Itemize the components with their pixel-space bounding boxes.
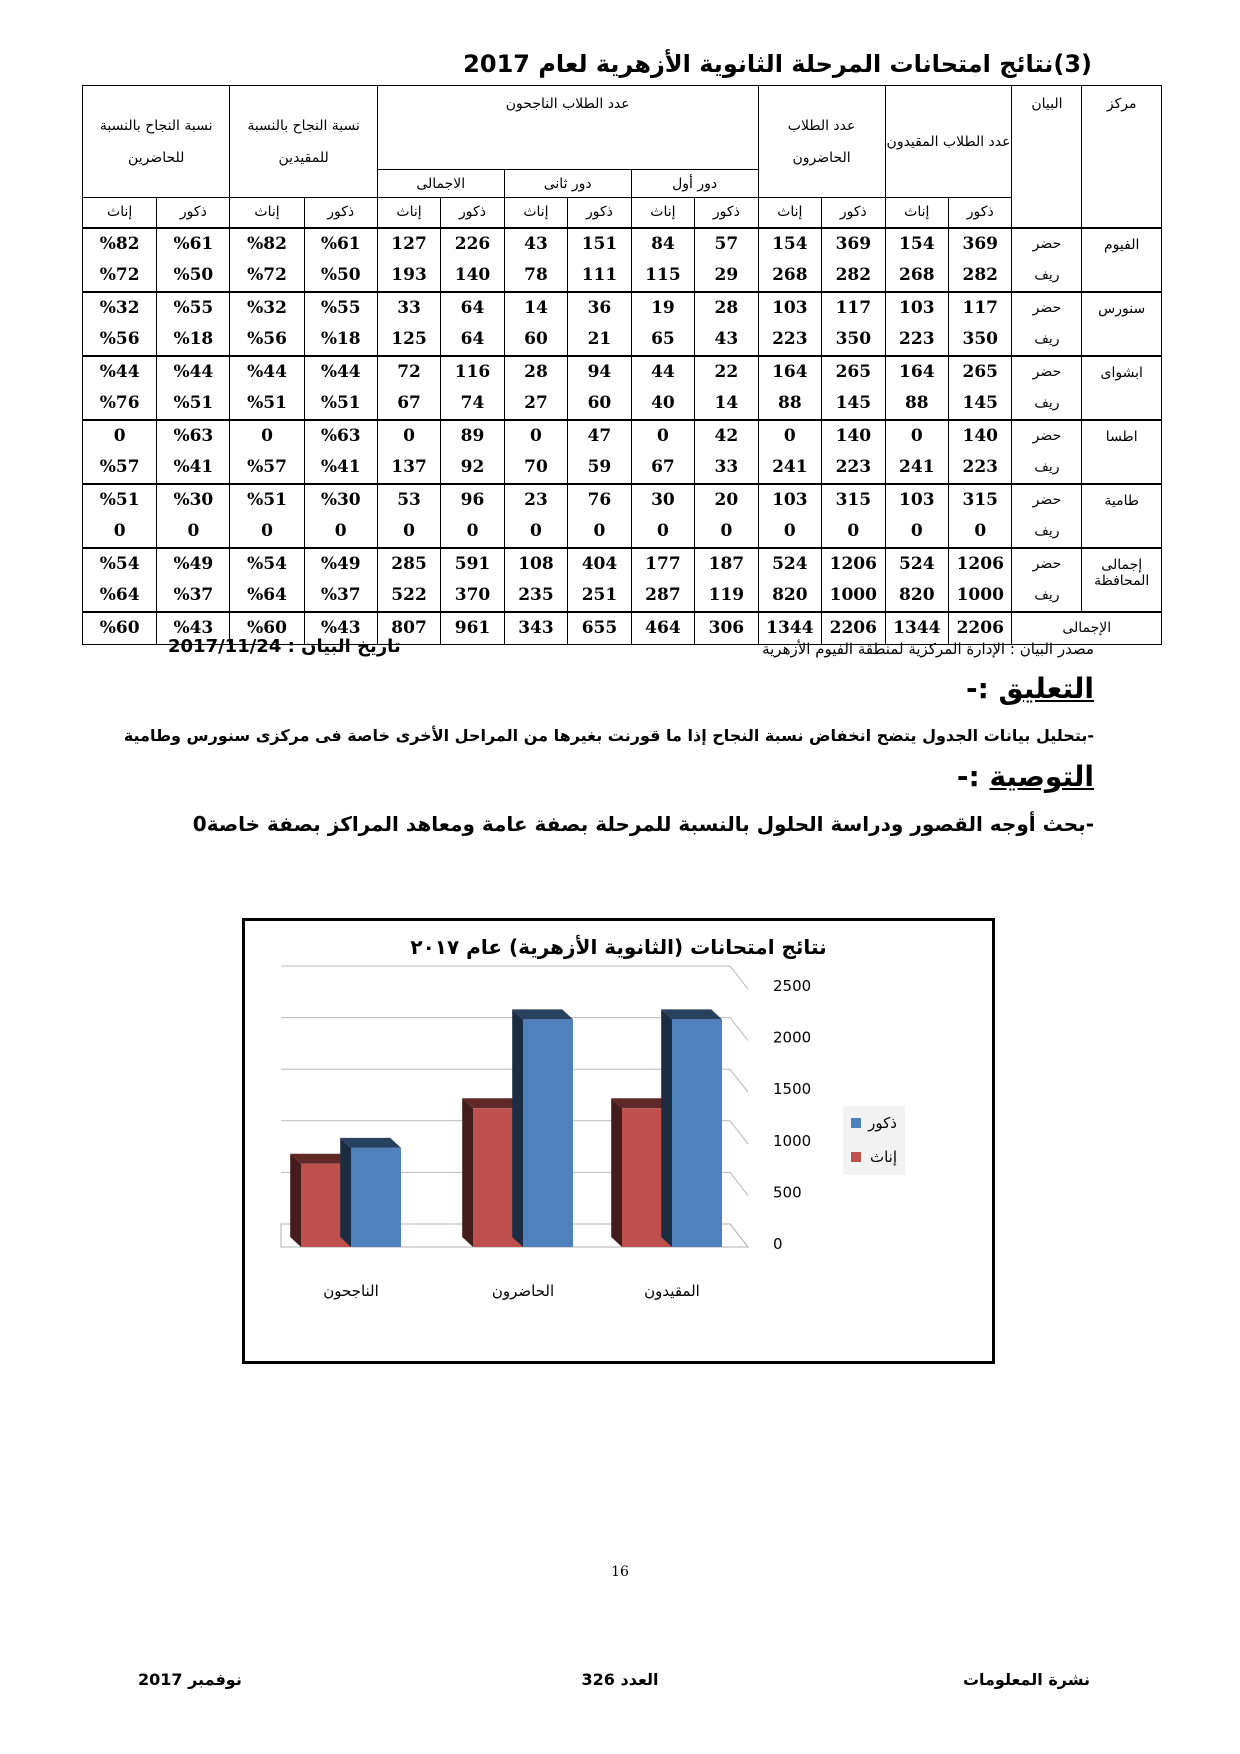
area-label: حضر xyxy=(1012,292,1082,324)
table-cell: 59 xyxy=(568,452,631,484)
table-cell: 1206 xyxy=(949,548,1012,580)
table-cell: %43 xyxy=(304,612,377,645)
header-female: إناث xyxy=(504,198,567,228)
gridline xyxy=(730,1121,748,1144)
table-cell: 43 xyxy=(504,228,567,260)
table-cell: %51 xyxy=(230,484,304,516)
header-present: عدد الطلاب الحاضرون xyxy=(758,86,885,198)
table-cell: 164 xyxy=(885,356,948,388)
table-cell: 223 xyxy=(885,324,948,356)
table-cell: 187 xyxy=(695,548,758,580)
table-cell: 53 xyxy=(377,484,440,516)
header-male: ذكور xyxy=(822,198,885,228)
recommendation-heading-label: التوصية xyxy=(989,760,1094,793)
table-cell: %55 xyxy=(157,292,230,324)
area-label: ريف xyxy=(1012,516,1082,548)
table-cell: 0 xyxy=(504,420,567,452)
table-cell: %51 xyxy=(304,388,377,420)
table-cell: 369 xyxy=(822,228,885,260)
table-cell: 140 xyxy=(949,420,1012,452)
table-row xyxy=(83,420,1162,452)
table-body xyxy=(83,228,1162,645)
table-cell: %61 xyxy=(157,228,230,260)
table-cell: 0 xyxy=(885,420,948,452)
table-cell: 268 xyxy=(758,260,821,292)
table-cell: 145 xyxy=(949,388,1012,420)
table-cell: 20 xyxy=(695,484,758,516)
table-cell: %50 xyxy=(157,260,230,292)
table-cell: %57 xyxy=(230,452,304,484)
table-cell: 0 xyxy=(568,516,631,548)
legend-swatch xyxy=(851,1152,861,1162)
y-tick-label: 0 xyxy=(773,1235,783,1253)
y-tick-label: 1500 xyxy=(773,1080,812,1099)
table-cell: 1344 xyxy=(758,612,821,645)
bar-side xyxy=(290,1154,301,1247)
table-cell: 1344 xyxy=(885,612,948,645)
header-female: إناث xyxy=(230,198,304,228)
table-cell: 47 xyxy=(568,420,631,452)
table-cell: 145 xyxy=(822,388,885,420)
x-tick-label: الناجحون xyxy=(323,1282,379,1300)
table-cell: %44 xyxy=(83,356,157,388)
table-cell: 241 xyxy=(885,452,948,484)
table-cell: 36 xyxy=(568,292,631,324)
table-cell: 2206 xyxy=(949,612,1012,645)
table-cell: 315 xyxy=(949,484,1012,516)
table-cell: 125 xyxy=(377,324,440,356)
table-cell: 265 xyxy=(949,356,1012,388)
table-cell: 67 xyxy=(377,388,440,420)
table-cell: %60 xyxy=(83,612,157,645)
table-cell: 151 xyxy=(568,228,631,260)
table-cell: 820 xyxy=(885,580,948,612)
table-cell: %37 xyxy=(304,580,377,612)
table-cell: 265 xyxy=(822,356,885,388)
table-cell: 235 xyxy=(504,580,567,612)
bar-side xyxy=(611,1098,622,1247)
legend-swatch xyxy=(851,1118,861,1128)
grand-total-label: الإجمالى xyxy=(1012,612,1162,645)
gridline xyxy=(730,1018,748,1041)
bar xyxy=(523,1019,573,1247)
table-cell: 42 xyxy=(695,420,758,452)
table-cell: %49 xyxy=(304,548,377,580)
header-rate-registered: نسبة النجاح بالنسبة للمقيدين xyxy=(230,86,377,198)
table-cell: %72 xyxy=(83,260,157,292)
table-cell: 30 xyxy=(631,484,694,516)
table-cell: 57 xyxy=(695,228,758,260)
table-cell: 282 xyxy=(822,260,885,292)
table-cell: 116 xyxy=(441,356,504,388)
area-label: حضر xyxy=(1012,228,1082,260)
table-cell: %51 xyxy=(83,484,157,516)
table-cell: 103 xyxy=(758,484,821,516)
gridline xyxy=(730,966,748,989)
table-cell: %82 xyxy=(83,228,157,260)
table-cell: 0 xyxy=(631,516,694,548)
table-cell: 19 xyxy=(631,292,694,324)
center-name: الفيوم xyxy=(1082,228,1162,292)
gridline xyxy=(730,1069,748,1092)
header-female: إناث xyxy=(885,198,948,228)
table-cell: %41 xyxy=(157,452,230,484)
chart-title: نتائج امتحانات (الثانوية الأزهرية) عام ٢٠١٧ xyxy=(410,935,827,959)
header-male: ذكور xyxy=(949,198,1012,228)
table-cell: %55 xyxy=(304,292,377,324)
center-name: إجمالى المحافظة xyxy=(1082,548,1162,612)
table-cell: %30 xyxy=(157,484,230,516)
table-cell: 60 xyxy=(504,324,567,356)
legend-label: ذكور xyxy=(868,1114,897,1132)
table-cell: 164 xyxy=(758,356,821,388)
header-female: إناث xyxy=(377,198,440,228)
footer-issue: العدد 326 xyxy=(581,1670,659,1689)
table-row xyxy=(83,548,1162,580)
table-row xyxy=(83,516,1162,548)
table-cell: 140 xyxy=(822,420,885,452)
x-tick-label: الحاضرون xyxy=(491,1282,555,1300)
table-cell: 0 xyxy=(377,420,440,452)
header-male: ذكور xyxy=(695,198,758,228)
recommendation-heading xyxy=(957,760,1094,793)
table-cell: 23 xyxy=(504,484,567,516)
bar-side xyxy=(512,1009,523,1247)
table-cell: %72 xyxy=(230,260,304,292)
table-cell: 0 xyxy=(822,516,885,548)
table-cell: 103 xyxy=(885,292,948,324)
y-tick-label: 2000 xyxy=(773,1028,812,1047)
table-cell: %18 xyxy=(304,324,377,356)
chart-frame xyxy=(242,918,995,1364)
data-source: مصدر البيان : الإدارة المركزية لمنطقة الفيوم الأزهرية xyxy=(762,640,1094,658)
bar xyxy=(351,1148,401,1247)
data-date: تاريخ البيان : 2017/11/24 xyxy=(168,636,401,657)
table-cell: 0 xyxy=(504,516,567,548)
table-cell: %44 xyxy=(304,356,377,388)
table-cell: %30 xyxy=(304,484,377,516)
table-cell: 350 xyxy=(949,324,1012,356)
page-title: (3)نتائج امتحانات المرحلة الثانوية الأزهرية لعام 2017 xyxy=(463,50,1092,78)
table-cell: 78 xyxy=(504,260,567,292)
table-cell: 0 xyxy=(885,516,948,548)
page-number: 16 xyxy=(611,1564,629,1580)
table-row xyxy=(83,228,1162,260)
table-cell: %44 xyxy=(230,356,304,388)
table-row xyxy=(83,452,1162,484)
table-row xyxy=(83,356,1162,388)
x-tick-label: المقيدون xyxy=(644,1282,700,1300)
table-cell: %51 xyxy=(230,388,304,420)
table-cell: 64 xyxy=(441,324,504,356)
table-cell: %41 xyxy=(304,452,377,484)
table-cell: 306 xyxy=(695,612,758,645)
table-cell: 33 xyxy=(377,292,440,324)
table-cell: 522 xyxy=(377,580,440,612)
table-cell: 127 xyxy=(377,228,440,260)
table-cell: 1000 xyxy=(949,580,1012,612)
table-cell: 108 xyxy=(504,548,567,580)
table-cell: 807 xyxy=(377,612,440,645)
table-cell: %32 xyxy=(83,292,157,324)
table-cell: 1000 xyxy=(822,580,885,612)
table-cell: %43 xyxy=(157,612,230,645)
table-cell: 40 xyxy=(631,388,694,420)
table-cell: 177 xyxy=(631,548,694,580)
table-cell: 117 xyxy=(949,292,1012,324)
table-cell: 92 xyxy=(441,452,504,484)
bar-side xyxy=(340,1138,351,1247)
table-cell: 350 xyxy=(822,324,885,356)
header-male: ذكور xyxy=(568,198,631,228)
area-label: ريف xyxy=(1012,324,1082,356)
table-cell: 14 xyxy=(504,292,567,324)
table-row xyxy=(83,484,1162,516)
table-cell: 315 xyxy=(822,484,885,516)
table-cell: 223 xyxy=(822,452,885,484)
table-cell: 67 xyxy=(631,452,694,484)
table-cell: %54 xyxy=(230,548,304,580)
header-passed: عدد الطلاب الناجحون xyxy=(377,86,758,170)
table-row xyxy=(83,292,1162,324)
recommendation-heading-suffix: :- xyxy=(956,760,980,793)
table-cell: 115 xyxy=(631,260,694,292)
table-cell: %57 xyxy=(83,452,157,484)
table-cell: 404 xyxy=(568,548,631,580)
table-cell: 961 xyxy=(441,612,504,645)
table-cell: 60 xyxy=(568,388,631,420)
table-cell: 88 xyxy=(885,388,948,420)
table-cell: 464 xyxy=(631,612,694,645)
table-cell: 343 xyxy=(504,612,567,645)
header-round-2: دور ثانى xyxy=(504,170,631,198)
table-cell: 140 xyxy=(441,260,504,292)
header-round-1: دور أول xyxy=(631,170,758,198)
table-cell: %64 xyxy=(83,580,157,612)
recommendation-text: -بحث أوجه القصور ودراسة الحلول بالنسبة للمرحلة بصفة عامة ومعاهد المراكز بصفة خاصة0 xyxy=(192,812,1094,836)
header-center: مركز xyxy=(1082,86,1162,228)
table-cell: 33 xyxy=(695,452,758,484)
table-row xyxy=(83,324,1162,356)
table-cell: 84 xyxy=(631,228,694,260)
area-label: ريف xyxy=(1012,388,1082,420)
table-cell: 14 xyxy=(695,388,758,420)
table-cell: 65 xyxy=(631,324,694,356)
table-cell: 137 xyxy=(377,452,440,484)
table-cell: 27 xyxy=(504,388,567,420)
table-cell: 22 xyxy=(695,356,758,388)
table-cell: 29 xyxy=(695,260,758,292)
table-cell: 223 xyxy=(758,324,821,356)
center-name: ابشواى xyxy=(1082,356,1162,420)
table-row xyxy=(83,580,1162,612)
area-label: حضر xyxy=(1012,420,1082,452)
center-name: اطسا xyxy=(1082,420,1162,484)
table-cell: 28 xyxy=(504,356,567,388)
table-cell: 89 xyxy=(441,420,504,452)
table-cell: %18 xyxy=(157,324,230,356)
table-cell: %61 xyxy=(304,228,377,260)
table-cell: 103 xyxy=(758,292,821,324)
table-cell: 76 xyxy=(568,484,631,516)
table-cell: 241 xyxy=(758,452,821,484)
header-male: ذكور xyxy=(441,198,504,228)
bar-side xyxy=(462,1098,473,1247)
y-tick-label: 500 xyxy=(773,1183,802,1202)
table-cell: 268 xyxy=(885,260,948,292)
table-cell: 251 xyxy=(568,580,631,612)
bar xyxy=(672,1019,722,1247)
table-cell: %50 xyxy=(304,260,377,292)
header-female: إناث xyxy=(83,198,157,228)
table-cell: 369 xyxy=(949,228,1012,260)
header-female: إناث xyxy=(631,198,694,228)
table-cell: 70 xyxy=(504,452,567,484)
table-cell: %49 xyxy=(157,548,230,580)
gridline xyxy=(730,1172,748,1195)
y-tick-label: 2500 xyxy=(773,977,812,995)
table-cell: 1206 xyxy=(822,548,885,580)
table-cell: %44 xyxy=(157,356,230,388)
header-rate-present: نسبة النجاح بالنسبة للحاضرين xyxy=(83,86,230,198)
table-cell: 94 xyxy=(568,356,631,388)
table-cell: 111 xyxy=(568,260,631,292)
table-cell: %63 xyxy=(157,420,230,452)
table-cell: 0 xyxy=(230,420,304,452)
header-total: الاجمالى xyxy=(377,170,504,198)
table-cell: 2206 xyxy=(822,612,885,645)
table-cell: 282 xyxy=(949,260,1012,292)
table-cell: 88 xyxy=(758,388,821,420)
table-cell: 0 xyxy=(758,420,821,452)
bar-chart xyxy=(245,921,992,1361)
table-cell: 223 xyxy=(949,452,1012,484)
legend-label: إناث xyxy=(869,1148,897,1166)
area-label: حضر xyxy=(1012,548,1082,580)
table-cell: 119 xyxy=(695,580,758,612)
table-cell: %37 xyxy=(157,580,230,612)
table-cell: 154 xyxy=(758,228,821,260)
area-label: ريف xyxy=(1012,260,1082,292)
results-table xyxy=(82,85,1162,645)
table-cell: 0 xyxy=(304,516,377,548)
table-cell: 64 xyxy=(441,292,504,324)
footer-date: نوفمبر 2017 xyxy=(138,1670,242,1689)
table-cell: %64 xyxy=(230,580,304,612)
table-cell: 117 xyxy=(822,292,885,324)
table-cell: %32 xyxy=(230,292,304,324)
center-name: طامية xyxy=(1082,484,1162,548)
comment-text: -بتحليل بيانات الجدول يتضح انخفاض نسبة النجاح إذا ما قورنت بغيرها من المراحل الأخرى خاصة فى مركزى سنورس وطامية xyxy=(123,726,1094,745)
table-cell: 0 xyxy=(949,516,1012,548)
table-cell: 74 xyxy=(441,388,504,420)
area-label: حضر xyxy=(1012,484,1082,516)
table-cell: 28 xyxy=(695,292,758,324)
table-cell: 154 xyxy=(885,228,948,260)
table-cell: 524 xyxy=(885,548,948,580)
table-cell: 0 xyxy=(377,516,440,548)
comment-heading xyxy=(966,672,1094,705)
table-cell: 0 xyxy=(230,516,304,548)
table-cell: 226 xyxy=(441,228,504,260)
table-cell: 103 xyxy=(885,484,948,516)
table-cell: 0 xyxy=(83,420,157,452)
header-registered: عدد الطلاب المقيدون xyxy=(885,86,1012,198)
table-cell: 44 xyxy=(631,356,694,388)
table-cell: %54 xyxy=(83,548,157,580)
header-male: ذكور xyxy=(304,198,377,228)
table-cell: %56 xyxy=(230,324,304,356)
table-cell: 370 xyxy=(441,580,504,612)
y-tick-label: 1000 xyxy=(773,1131,812,1150)
table-cell: %60 xyxy=(230,612,304,645)
footer-publication: نشرة المعلومات xyxy=(962,1670,1090,1689)
header-male: ذكور xyxy=(157,198,230,228)
center-name: سنورس xyxy=(1082,292,1162,356)
table-row xyxy=(83,388,1162,420)
table-cell: 96 xyxy=(441,484,504,516)
area-label: ريف xyxy=(1012,452,1082,484)
table-cell: 820 xyxy=(758,580,821,612)
table-cell: 43 xyxy=(695,324,758,356)
table-row xyxy=(83,260,1162,292)
table-cell: 0 xyxy=(157,516,230,548)
table-cell: 591 xyxy=(441,548,504,580)
table-cell: %82 xyxy=(230,228,304,260)
table-cell: 287 xyxy=(631,580,694,612)
comment-heading-suffix: :- xyxy=(965,672,989,705)
table-cell: 655 xyxy=(568,612,631,645)
table-cell: 0 xyxy=(631,420,694,452)
table-cell: 193 xyxy=(377,260,440,292)
table-cell: 21 xyxy=(568,324,631,356)
table-cell: %63 xyxy=(304,420,377,452)
table-cell: %56 xyxy=(83,324,157,356)
header-statement: البيان xyxy=(1012,86,1082,228)
table-cell: 285 xyxy=(377,548,440,580)
table-cell: %51 xyxy=(157,388,230,420)
table-cell: 0 xyxy=(695,516,758,548)
table-cell: 0 xyxy=(83,516,157,548)
table-cell: 0 xyxy=(441,516,504,548)
table-cell: 524 xyxy=(758,548,821,580)
bar-side xyxy=(661,1009,672,1247)
table-cell: 0 xyxy=(758,516,821,548)
table-cell: 72 xyxy=(377,356,440,388)
area-label: ريف xyxy=(1012,580,1082,612)
area-label: حضر xyxy=(1012,356,1082,388)
comment-heading-label: التعليق xyxy=(998,672,1094,705)
table-cell: %76 xyxy=(83,388,157,420)
header-female: إناث xyxy=(758,198,821,228)
